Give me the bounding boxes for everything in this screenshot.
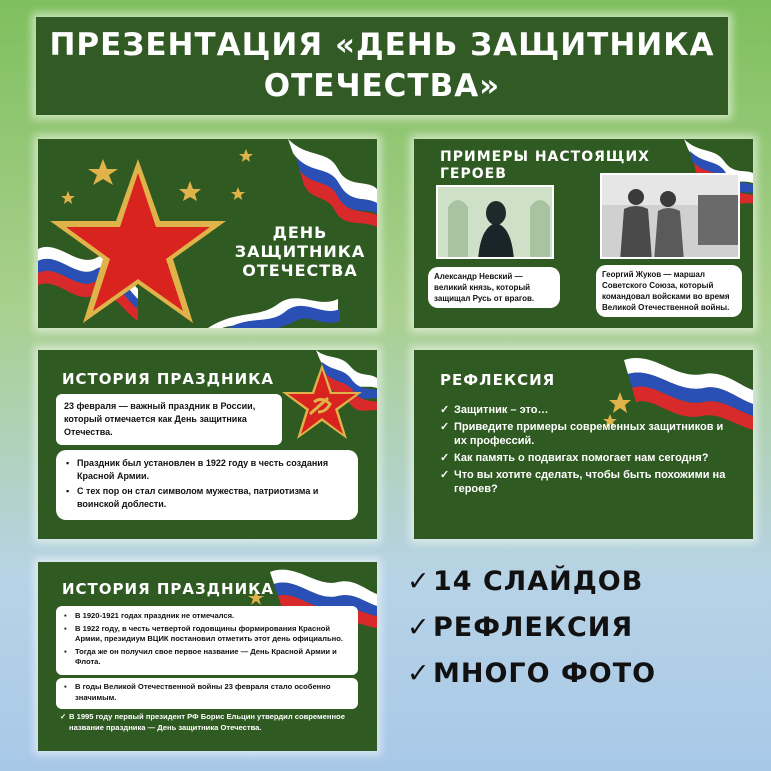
main-title-line2: ОТЕЧЕСТВА» — [263, 68, 501, 104]
slide2-title-line1: ПРИМЕРЫ НАСТОЯЩИХ — [440, 149, 650, 165]
slide-preview-3[interactable] — [38, 350, 377, 539]
small-star-2 — [179, 181, 201, 201]
feature-reflection — [407, 612, 633, 643]
slide3-bullet-1: ▪ Праздник был установлен в 1922 году в честь создания Красной Армии. — [66, 457, 348, 483]
hero2-soldiers-icon — [602, 175, 740, 259]
slide4-item-4: ✓ Что вы хотите сделать, чтобы быть похожими на героев? — [440, 468, 732, 496]
small-star-1 — [88, 159, 118, 185]
slide5-note-list — [60, 712, 360, 736]
slide5-bullets — [64, 611, 350, 668]
slide5-war-box — [56, 678, 358, 709]
slide3-bullets-box — [56, 450, 358, 520]
slide3-bullets — [66, 457, 348, 511]
hero2-caption: Георгий Жуков — маршал Советского Союза, который командовал войсками во время Великой Отечественной войны. — [596, 265, 742, 317]
slide1-title-line3: ОТЕЧЕСТВА — [242, 261, 358, 280]
slide2-title-line2: ГЕРОЕВ — [440, 166, 507, 182]
hero2-photo — [600, 173, 740, 259]
slide3-bullet-2: ▪ С тех пор он стал символом мужества, патриотизма и воинской доблести. — [66, 485, 348, 511]
check-icon: ✓ — [407, 566, 431, 597]
check-icon: ✓ — [407, 612, 431, 643]
slide4-item-2: ✓ Приведите примеры современных защитников и их профессий. — [440, 420, 732, 448]
slide3-title: ИСТОРИЯ ПРАЗДНИКА — [62, 370, 275, 388]
slide5-note: ✓ В 1995 году первый президент РФ Борис Ельцин утвердил современное название праздника — День защитника Отечества. — [60, 712, 360, 733]
hero1-photo — [436, 185, 554, 259]
small-star-5 — [239, 149, 253, 162]
slide5-war-list — [64, 682, 350, 703]
slide3-intro: 23 февраля — важный праздник в России, который отмечается как День защитника Отечества. — [56, 394, 282, 445]
slide-preview-5[interactable] — [38, 562, 377, 751]
hero1-caption: Александр Невский — великий князь, который защищал Русь от врагов. — [428, 267, 560, 308]
slide5-bullet-1: ▪ В 1920-1921 годах праздник не отмечался. — [64, 611, 350, 622]
title-banner — [36, 17, 728, 115]
slide5-bullet-2: ▪ В 1922 году, в честь четвертой годовщины формирования Красной Армии, президиум ВЦИК постановил отметить этот день официально. — [64, 624, 350, 645]
slide5-bullet-war: ▪ В годы Великой Отечественной войны 23 февраля стало особенно значимым. — [64, 682, 350, 703]
slide4-title: РЕФЛЕКСИЯ — [440, 371, 556, 389]
main-title-line1: ПРЕЗЕНТАЦИЯ «ДЕНЬ ЗАЩИТНИКА — [49, 27, 715, 63]
slide-preview-4[interactable] — [414, 350, 753, 539]
slide-preview-1[interactable] — [38, 139, 377, 328]
small-star-4 — [231, 187, 245, 200]
main-title — [36, 25, 728, 107]
slide5-bullets-box — [56, 606, 358, 675]
feature-label-2: РЕФЛЕКСИЯ — [433, 612, 634, 643]
small-star-3 — [61, 191, 75, 204]
slide-preview-2[interactable] — [414, 139, 753, 328]
slide1-title — [230, 223, 370, 280]
slide1-title-line1: ДЕНЬ — [272, 223, 328, 242]
hero1-statue-icon — [438, 187, 554, 259]
feature-slides-count — [407, 566, 643, 597]
slide1-title-line2: ЗАЩИТНИКА — [234, 242, 366, 261]
slide4-items — [440, 403, 732, 499]
slide4-item-3: ✓ Как память о подвигах помогает нам сегодня? — [440, 451, 732, 465]
feature-label-3: МНОГО ФОТО — [433, 658, 657, 689]
slide4-item-1: ✓ Защитник – это… — [440, 403, 732, 417]
slide5-title: ИСТОРИЯ ПРАЗДНИКА — [62, 580, 275, 598]
feature-photos — [407, 658, 656, 689]
slide5-bullet-3: ▪ Тогда же он получил свое первое название — День Красной Армии и Флота. — [64, 647, 350, 668]
feature-label-1: 14 СЛАЙДОВ — [433, 566, 644, 597]
check-icon: ✓ — [407, 658, 431, 689]
